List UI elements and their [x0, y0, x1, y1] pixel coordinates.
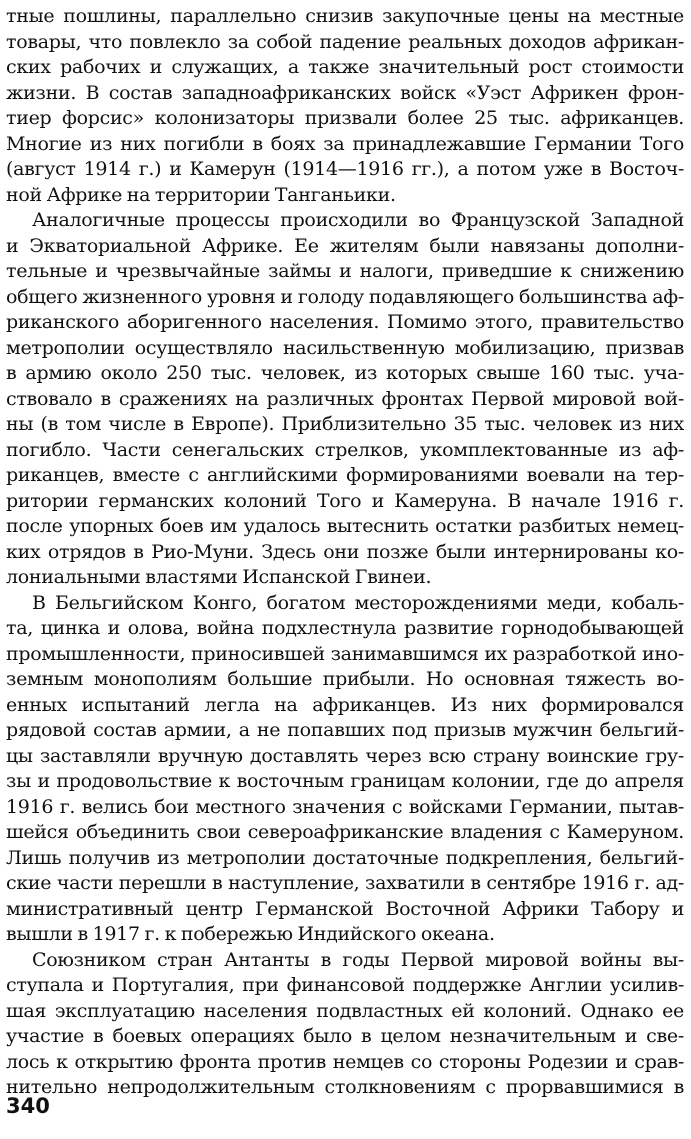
text-line: шая эксплуатацию населения подвластных ей колоний. Однако ее	[6, 999, 684, 1022]
text-line: погибло. Части сенегальских стрелков, укомплектованные из аф-	[6, 438, 684, 461]
text-line: риканцев, вместе с английскими формированиями воевали на тер-	[6, 464, 684, 486]
text-line: зы и продовольствие к восточным границам колонии, где до апреля	[6, 770, 684, 792]
text-line: тные пошлины, параллельно снизив закупочные цены на местные	[6, 5, 684, 27]
text-line: общего жизненного уровня и голоду подавляющего большинства аф-	[6, 285, 684, 308]
text-line: ной Африке на территории Танганьики.	[6, 183, 396, 206]
text-line: ствовало в сражениях на различных фронтах Первой мировой вой-	[6, 387, 684, 410]
text-line: ритории германских колоний Того и Камеруна. В начале 1916 г.	[6, 489, 684, 512]
paragraph-4	[6, 948, 684, 1101]
text-line: енных испытаний легла на африканцев. Из них формировался	[6, 693, 684, 716]
text-line: товары, что повлекло за собой падение реальных доходов африкан-	[6, 30, 684, 53]
text-line: нительно непродолжительным столкновениям с прорвавшимися в	[6, 1076, 684, 1098]
text-line: ны (в том числе в Европе). Приблизительно 35 тыс. человек из них	[6, 413, 684, 435]
text-line: тельные и чрезвычайные займы и налоги, приведшие к снижению	[6, 260, 684, 282]
text-line: ские части перешли в наступление, захватили в сентябре 1916 г. ад-	[6, 872, 684, 894]
text-line: и Экваториальной Африке. Ее жителям были навязаны дополни-	[6, 234, 684, 257]
text-line: цы заставляли вручную доставлять через всю страну воинские гру-	[6, 744, 684, 767]
text-line: вышли в 1917 г. к побережью Индийского океана.	[6, 923, 495, 945]
text-line: Аналогичные процессы происходили во Французской Западной	[32, 209, 684, 231]
text-line: ских рабочих и служащих, а также значительный рост стоимости	[6, 56, 684, 78]
text-line: после упорных боев им удалось вытеснить остатки разбитых немец-	[6, 515, 684, 537]
paragraph-3	[6, 591, 684, 948]
text-line: тиер форсис» колонизаторы призвали более 25 тыс. африканцев.	[6, 107, 684, 129]
paragraph-1	[6, 4, 684, 208]
text-line: В Бельгийском Конго, богатом месторождениями меди, кобаль-	[32, 591, 684, 614]
page-number: 340	[6, 1094, 50, 1118]
text-line: рядовой состав армии, а не попавших под призыв мужчин бельгий-	[6, 719, 684, 741]
paragraph-2	[6, 208, 684, 591]
text-line: ких отрядов в Рио-Муни. Здесь они позже были интернированы ко-	[6, 540, 684, 563]
text-line: (август 1914 г.) и Камерун (1914—1916 гг.), а потом уже в Восточ-	[6, 158, 684, 180]
text-line: промышленности, приносившей занимавшимся их разработкой ино-	[6, 642, 684, 665]
text-line: шейся объединить свои североафриканские владения с Камеруном.	[6, 821, 684, 843]
text-line: ступала и Португалия, при финансовой поддержке Англии усилив-	[6, 974, 684, 996]
text-line: Многие из них погибли в боях за принадлежавшие Германии Того	[6, 132, 684, 155]
text-line: 1916 г. велись бои местного значения с войсками Германии, пытав-	[6, 795, 684, 818]
text-line: земным монополиям большие прибыли. Но основная тяжесть во-	[6, 668, 684, 690]
text-line: жизни. В состав западноафриканских войск «Уэст Африкен фрон-	[6, 81, 684, 104]
text-line: та, цинка и олова, война подхлестнула развитие горнодобывающей	[6, 617, 684, 639]
text-line: в армию около 250 тыс. человек, из которых свыше 160 тыс. уча-	[6, 362, 684, 384]
text-line: участие в боевых операциях было в целом незначительным и све-	[6, 1025, 684, 1047]
text-line: лось к открытию фронта против немцев со стороны Родезии и срав-	[6, 1050, 684, 1073]
text-line: Лишь получив из метрополии достаточные подкрепления, бельгий-	[6, 846, 684, 869]
text-line: Союзником стран Антанты в годы Первой мировой войны вы-	[32, 948, 684, 971]
text-line: министративный центр Германской Восточной Африки Табору и	[6, 897, 684, 920]
text-line: риканского аборигенного населения. Помимо этого, правительство	[6, 311, 684, 333]
text-line: лониальными властями Испанской Гвинеи.	[6, 566, 432, 588]
page-text	[6, 4, 684, 1101]
text-line: метрополии осуществляло насильственную мобилизацию, призвав	[6, 336, 684, 359]
